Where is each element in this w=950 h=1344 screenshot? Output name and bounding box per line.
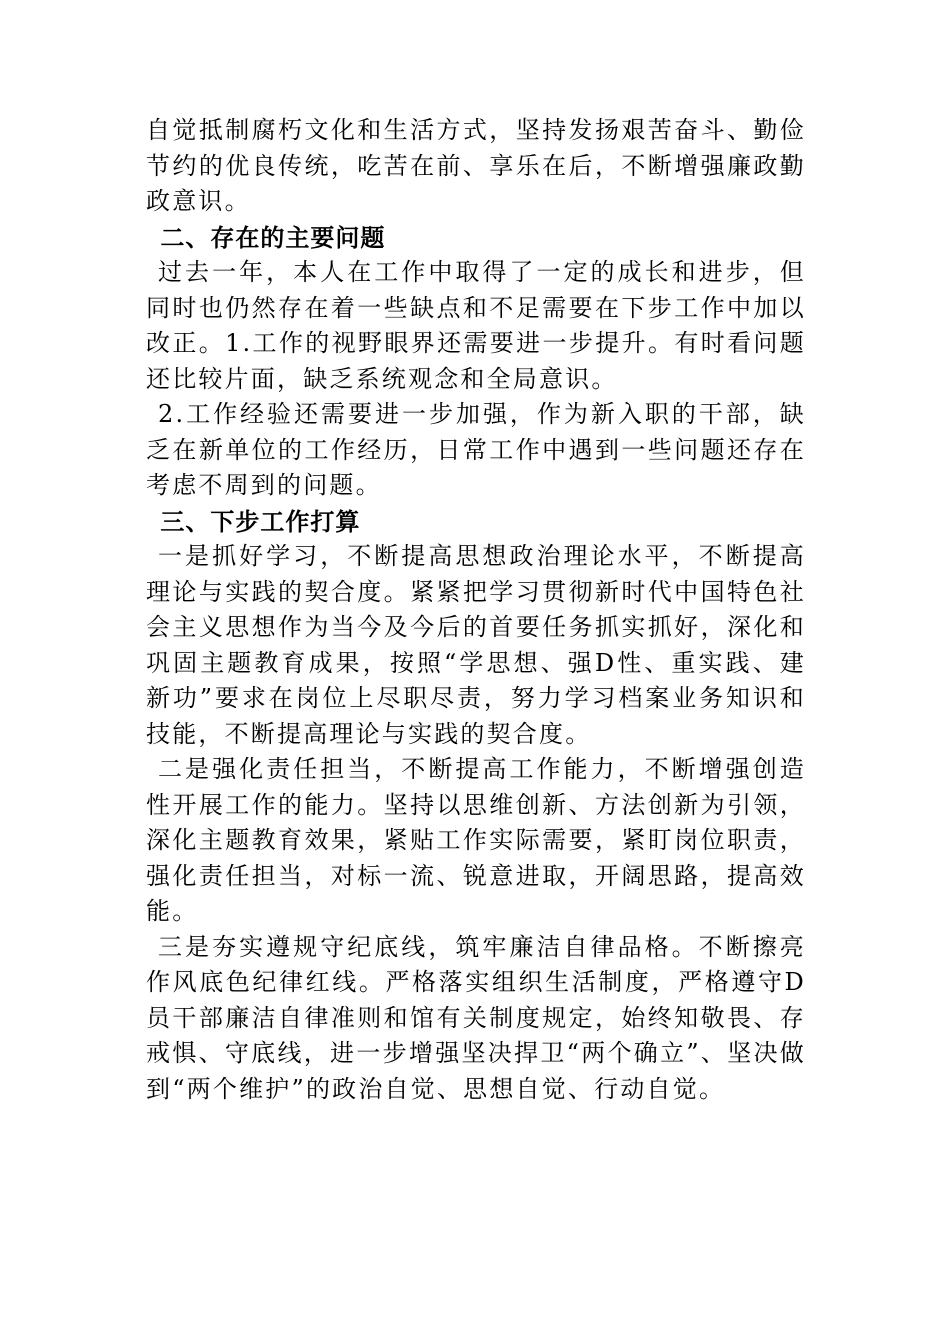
paragraph-plan-3: 三是夯实遵规守纪底线，筑牢廉洁自律品格。不断擦亮作风底色纪律红线。严格落实组织生活制度，严格遵守D员干部廉洁自律准则和馆有关制度规定，始终知敬畏、存戒惧、守底线，进一步增强坚决捍卫“两个确立”、坚决做到“两个维护”的政治自觉、思想自觉、行动自觉。 bbox=[146, 932, 806, 1103]
section-heading-problems: 二、存在的主要问题 bbox=[160, 222, 386, 252]
section-heading-plans: 三、下步工作打算 bbox=[160, 506, 361, 536]
paragraph-plan-1: 一是抓好学习，不断提高思想政治理论水平，不断提高理论与实践的契合度。紧紧把学习贯彻新时代中国特色社会主义思想作为当今及今后的首要任务抓实抓好，深化和巩固主题教育成果，按照“学思想、强D性、重实践、建新功”要求在岗位上尽职尽责，努力学习档案业务知识和技能，不断提高理论与实践的契合度。 bbox=[146, 542, 806, 748]
paragraph-problems-intro: 过去一年，本人在工作中取得了一定的成长和进步，但同时也仍然存在着一些缺点和不足需要在下步工作中加以改正。1.工作的视野眼界还需要进一步提升。有时看问题还比较片面，缺乏系统观念和全局意识。 bbox=[146, 258, 806, 393]
paragraph-problem-2: 2.工作经验还需要进一步加强，作为新入职的干部，缺乏在新单位的工作经历，日常工作中遇到一些问题还存在考虑不周到的问题。 bbox=[146, 400, 806, 499]
paragraph-plan-2: 二是强化责任担当，不断提高工作能力，不断增强创造性开展工作的能力。坚持以思维创新、方法创新为引领，深化主题教育效果，紧贴工作实际需要，紧盯岗位职责，强化责任担当，对标一流、锐意进取，开阔思路，提高效能。 bbox=[146, 755, 806, 925]
paragraph-continuation: 自觉抵制腐朽文化和生活方式，坚持发扬艰苦奋斗、勤俭节约的优良传统，吃苦在前、享乐在后，不断增强廉政勤政意识。 bbox=[146, 116, 806, 215]
document-body bbox=[146, 113, 806, 1107]
